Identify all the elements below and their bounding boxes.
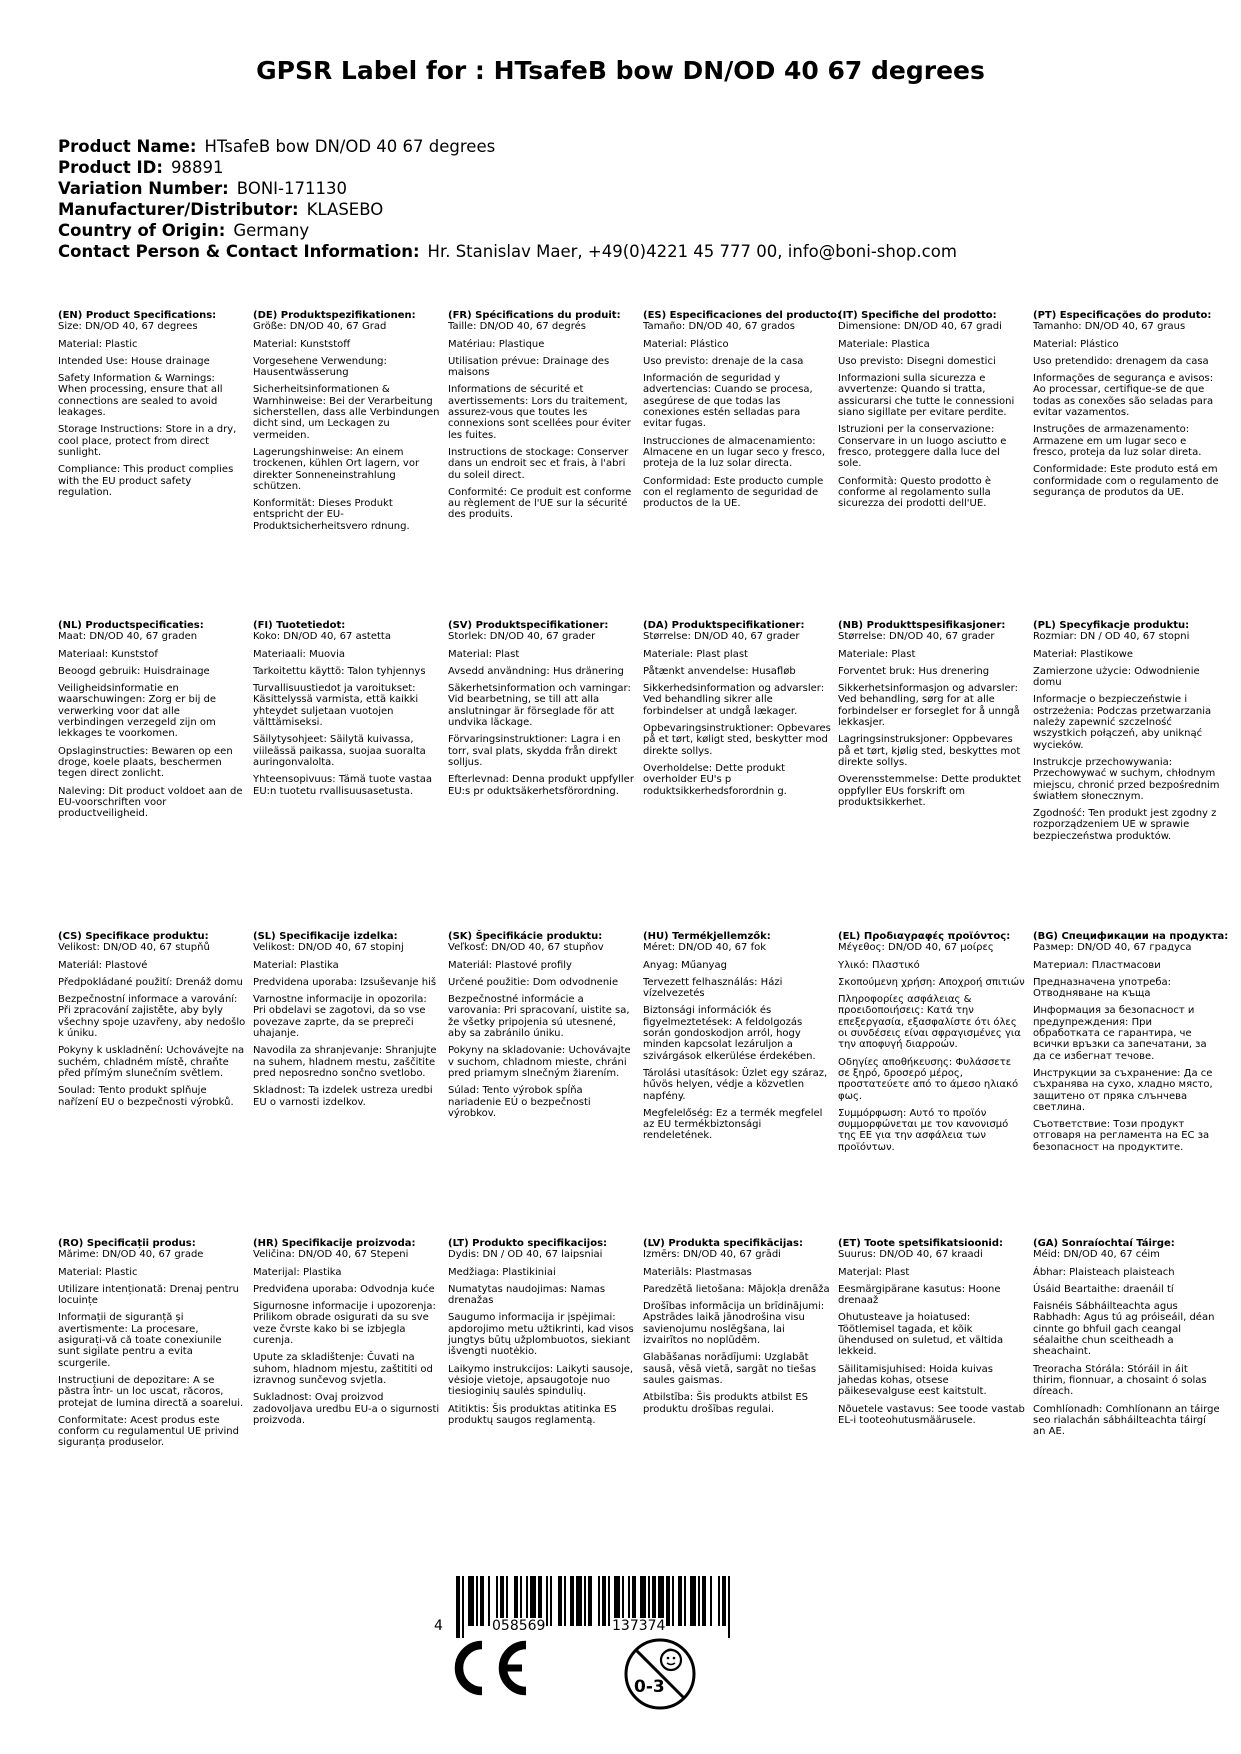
spec-item: Tervezett felhasználás: Házi vízelvezetés: [643, 976, 783, 1000]
spec-item: Съответствие: Този продукт отговаря на регламента на ЕС за безопасност на продуктите.: [1033, 1119, 1210, 1153]
spec-item: Suurus: DN/OD 40, 67 kraadi: [838, 1249, 983, 1261]
spec-block-heading: (RO) Specificații produs:: [58, 1238, 196, 1249]
spec-block: [58, 310, 246, 504]
spec-block: [253, 1238, 441, 1432]
spec-item: Navodila za shranjevanje: Shranjujte na suhem, hladnem mestu, zaščitite pred neposredno sončno svetlobo.: [253, 1045, 437, 1079]
product-id-row: [58, 157, 957, 178]
spec-item: Informações de segurança e avisos: Ao processar, certifique-se de que todas as conexões são seladas para evitar vazamentos.: [1033, 373, 1214, 419]
info-value: Germany: [233, 221, 310, 240]
spec-item: Material: Plastic: [58, 1266, 138, 1278]
spec-item: Materiał: Plastikowe: [1033, 648, 1133, 660]
spec-item: Tárolási utasítások: Üzlet egy száraz, hűvös helyen, védje a közvetlen napfény.: [643, 1067, 828, 1102]
spec-item: Zamierzone użycie: Odwodnienie domu: [1033, 665, 1200, 689]
ce-mark-icon: [446, 1638, 532, 1698]
spec-item: Glabāšanas norādījumi: Uzglabāt sausā, vēsā vietā, sargāt no tiešas saules gaismas.: [643, 1352, 817, 1386]
barcode-bar: [684, 1576, 686, 1626]
variation-number-row: [58, 178, 957, 199]
spec-block-heading: (SL) Specifikacije izdelka:: [253, 931, 398, 942]
spec-item: Opslaginstructies: Bewaren op een droge, koele plaats, beschermen tegen direct zonlicht.: [58, 745, 233, 780]
barcode-bar: [718, 1576, 720, 1626]
info-label: Variation Number:: [58, 179, 229, 198]
spec-block-heading: (NB) Produkttspesifikasjoner:: [838, 620, 1006, 631]
spec-item: Nõuetele vastavus: See toode vastab EL-i tooteohutusmäärusele.: [838, 1403, 1025, 1426]
spec-item: Forventet bruk: Hus drenering: [838, 665, 990, 677]
spec-item: Veiligheidsinformatie en waarschuwingen: Zorg er bij de verwerking voor dat alle verbindingen verzegeld zijn om lekkages te voorkomen.: [58, 683, 217, 740]
barcode-bar: [550, 1576, 552, 1626]
spec-item: Οδηγίες αποθήκευσης: Φυλάσσετε σε ξηρό, δροσερό μέρος, προστατεύετε από το άμεσο ηλιακό φως.: [838, 1056, 1019, 1102]
spec-item: Instrucțiuni de depozitare: A se păstra într- un loc uscat, răcoros, protejat de lumina directă a soarelui.: [58, 1374, 244, 1409]
barcode-bar: [456, 1576, 460, 1638]
spec-item: Avsedd användning: Hus dränering: [448, 665, 624, 677]
spec-item: Conformitate: Acest produs este conform cu regulamentul UE privind siguranța produselor.: [58, 1414, 239, 1449]
spec-block: [1033, 310, 1221, 504]
spec-item: Istruzioni per la conservazione: Conservare in un luogo asciutto e fresco, proteggere dalla luce del sole.: [838, 424, 1007, 470]
product-info: [58, 136, 957, 262]
spec-block: [253, 620, 441, 803]
barcode-bar: [570, 1576, 574, 1626]
spec-item: Conformidade: Este produto está em conformidade com o regulamento de segurança de produtos da UE.: [1033, 464, 1219, 498]
spec-block: [1033, 1238, 1221, 1443]
spec-item: Sikkerhedsinformation og advarsler: Ved behandling sikrer alle forbindelser at undgå lækager.: [643, 683, 825, 717]
spec-item: Utilizare intenționată: Drenaj pentru locuințe: [58, 1283, 239, 1307]
spec-item: Conformidad: Este producto cumple con el reglamento de seguridad de productos de la UE.: [643, 475, 824, 510]
contact-row: [58, 241, 957, 262]
barcode-bar: [678, 1576, 682, 1626]
spec-item: Πληροφορίες ασφάλειας & προειδοποιήσεις: Κατά την επεξεργασία, εξασφαλίστε ότι όλες οι συνδέσεις είναι σφραγισμένες για την αποφυγή διαρροών.: [838, 994, 1021, 1051]
age-label: 0-3: [634, 1677, 665, 1697]
spec-item: Tamanho: DN/OD 40, 67 graus: [1033, 321, 1186, 333]
spec-item: Instrukcje przechowywania: Przechowywać w suchym, chłodnym miejscu, chronić przed bezpośrednim światłem słonecznym.: [1033, 756, 1220, 802]
spec-item: Tamaño: DN/OD 40, 67 grados: [643, 321, 796, 333]
product-name-row: [58, 136, 957, 157]
spec-item: Koko: DN/OD 40, 67 astetta: [253, 631, 391, 643]
spec-item: Bezpečnostné informácie a varovania: Pri spracovaní, uistite sa, že všetky pripojenia sú utesnené, aby sa zabránilo úniku.: [448, 994, 630, 1040]
spec-item: Safety Information & Warnings: When processing, ensure that all connections are sealed to avoid leakages.: [58, 373, 223, 419]
spec-item: Méid: DN/OD 40, 67 céim: [1033, 1249, 1160, 1261]
spec-block: [58, 1238, 246, 1455]
barcode-bar: [558, 1576, 562, 1626]
spec-item: Opbevaringsinstruktioner: Opbevares på et tørt, køligt sted, beskytter mod direkte sollys.: [643, 723, 831, 757]
spec-item: Overensstemmelse: Dette produktet oppfyller EUs forskrift om produktsikkerhet.: [838, 774, 1021, 808]
spec-item: Størrelse: DN/OD 40, 67 grader: [838, 631, 995, 643]
spec-item: Medžiaga: Plastikiniai: [448, 1266, 556, 1278]
barcode-bar: [728, 1576, 730, 1638]
spec-item: Treoracha Stórála: Stóráil in áit thirim, fionnuar, a chosaint ó solas díreach.: [1033, 1363, 1207, 1398]
spec-block-heading: (CS) Specifikace produktu:: [58, 931, 209, 942]
spec-item: Υλικό: Πλαστικό: [838, 959, 920, 971]
barcode-bar: [666, 1576, 670, 1626]
spec-item: Informazioni sulla sicurezza e avvertenze: Quando si tratta, assicurarsi che tutte le connessioni siano sigillate per evitare perdite.: [838, 373, 1015, 419]
spec-item: Intended Use: House drainage: [58, 355, 210, 367]
spec-item: Ábhar: Plaisteach plaisteach: [1033, 1266, 1175, 1278]
manufacturer-row: [58, 199, 957, 220]
spec-item: Predvidena uporaba: Izsuševanje hiš: [253, 976, 437, 988]
info-label: Product Name:: [58, 137, 197, 156]
spec-block: [838, 1238, 1026, 1432]
spec-block-heading: (EN) Product Specifications:: [58, 310, 217, 321]
spec-item: Materiale: Plast plast: [643, 648, 748, 660]
spec-block: [838, 931, 1026, 1159]
spec-item: Naleving: Dit product voldoet aan de EU-voorschriften voor productveiligheid.: [58, 785, 243, 820]
spec-item: Инструкции за съхранение: Да се съхранява на сухо, хладно място, защитено от пряка слънчева светлина.: [1033, 1067, 1213, 1113]
spec-item: Laikymo instrukcijos: Laikyti sausoje, vėsioje vietoje, apsaugotoje nuo tiesioginių saulės spindulių.: [448, 1363, 634, 1398]
barcode-bar: [598, 1576, 600, 1626]
spec-item: Mărime: DN/OD 40, 67 grade: [58, 1249, 204, 1261]
spec-block-heading: (SK) Špecifikácie produktu:: [448, 931, 603, 942]
barcode-bar: [576, 1576, 582, 1626]
barcode-bar: [488, 1576, 490, 1626]
spec-block-heading: (FR) Spécifications du produit:: [448, 310, 621, 321]
info-value: HTsafeB bow DN/OD 40 67 degrees: [204, 137, 496, 156]
spec-block: [448, 620, 636, 803]
barcode-bar: [608, 1576, 610, 1626]
spec-block-heading: (SV) Produktspecifikationer:: [448, 620, 609, 631]
barcode-bar: [672, 1576, 674, 1626]
spec-item: Säkerhetsinformation och varningar: Vid bearbetning, se till att alla anslutningar är förseglade för att undvika läckage.: [448, 683, 631, 729]
info-value: Hr. Stanislav Maer, +49(0)4221 45 777 00, info@boni-shop.com: [427, 242, 957, 261]
spec-item: Méret: DN/OD 40, 67 fok: [643, 942, 767, 954]
spec-item: Dydis: DN / OD 40, 67 laipsniai: [448, 1249, 603, 1261]
spec-block: [58, 620, 246, 825]
spec-item: Material: Kunststoff: [253, 338, 351, 350]
spec-item: Материал: Пластмасови: [1033, 959, 1161, 971]
barcode-bars: [434, 1576, 746, 1638]
spec-item: Materiaali: Muovia: [253, 648, 345, 660]
spec-item: Material: Plastic: [58, 338, 138, 350]
spec-item: Veličina: DN/OD 40, 67 Stepeni: [253, 1249, 409, 1261]
spec-item: Предназначена употреба: Отводняване на къща: [1033, 976, 1172, 1000]
spec-item: Předpokládané použití: Drenáž domu: [58, 976, 243, 988]
spec-item: Instruções de armazenamento: Armazene em um lugar seco e fresco, proteja da luz solar direta.: [1033, 424, 1202, 458]
spec-item: Sicherheitsinformationen & Warnhinweise: Bei der Verarbeitung sicherstellen, dass alle Verbindungen dicht sind, um Leckagen zu vermeiden.: [253, 384, 440, 441]
spec-item: Σκοπούμενη χρήση: Αποχροή σπιτιών: [838, 976, 1025, 988]
country-of-origin-row: [58, 220, 957, 241]
spec-item: Saugumo informacija ir įspėjimai: apdorojimo metu užtikrinti, kad visos jungtys būtų užplombuotos, siekiant išvengti nuotėkio.: [448, 1312, 634, 1358]
barcode-digits-right: 137374: [612, 1618, 666, 1634]
barcode-bar: [588, 1576, 592, 1626]
spec-item: Material: Plástico: [1033, 338, 1119, 350]
barcode-bar: [476, 1576, 478, 1626]
spec-block-heading: (EL) Προδιαγραφές προϊόντος:: [838, 931, 1011, 942]
barcode-bar: [468, 1576, 474, 1626]
spec-item: Uso previsto: drenaje de la casa: [643, 355, 804, 367]
spec-item: Instrucciones de almacenamiento: Almacene en un lugar seco y fresco, proteja de la luz solar directa.: [643, 435, 826, 470]
barcode-bar: [698, 1576, 700, 1626]
spec-item: Súlad: Tento výrobok spĺňa nariadenie EÚ o bezpečnosti výrobkov.: [448, 1085, 591, 1119]
spec-item: Beoogd gebruik: Huisdrainage: [58, 665, 210, 677]
spec-item: Velikost: DN/OD 40, 67 stupňů: [58, 942, 210, 954]
spec-item: Určené použitie: Dom odvodnenie: [448, 976, 619, 988]
info-value: BONI-171130: [236, 179, 347, 198]
barcode-digit-lead: 4: [434, 1618, 443, 1634]
spec-item: Paredzētā lietošana: Mājokļa drenāža: [643, 1283, 830, 1295]
barcode-digits-left: 058569: [492, 1618, 546, 1634]
spec-item: Μέγεθος: DN/OD 40, 67 μοίρες: [838, 942, 994, 954]
spec-item: Storlek: DN/OD 40, 67 grader: [448, 631, 596, 643]
spec-item: Efterlevnad: Denna produkt uppfyller EU:s pr oduktsäkerhetsförordning.: [448, 774, 634, 797]
spec-item: Uso previsto: Disegni domestici: [838, 355, 996, 367]
spec-item: Comhlíonadh: Comhlíonann an táirge seo rialachán sábháilteachta táirgí an AE.: [1033, 1403, 1220, 1438]
spec-item: Información de seguridad y advertencias: Cuando se procesa, asegúrese de que todas las conexiones estén selladas para evitar fugas.: [643, 373, 813, 430]
spec-item: Materijal: Plastika: [253, 1266, 342, 1278]
spec-item: Upute za skladištenje: Čuvati na suhom, hladnom mjestu, zaštititi od izravnog sunčevog svjetla.: [253, 1352, 433, 1386]
spec-item: Drošības informācija un brīdinājumi: Apstrādes laikā jānodrošina visu savienojumu noslēgšana, lai izvairītos no noplūdēm.: [643, 1301, 825, 1347]
spec-item: Velikost: DN/OD 40, 67 stopinj: [253, 942, 404, 954]
spec-block: [1033, 931, 1229, 1159]
spec-block: [838, 310, 1026, 515]
spec-block-heading: (NL) Productspecificaties:: [58, 620, 204, 631]
spec-item: Material: Plast: [448, 648, 520, 660]
barcode-bar: [722, 1576, 726, 1626]
spec-item: Biztonsági információk és figyelmeztetések: A feldolgozás során gondoskodjon arról, hogy minden kapcsolat lezáruljon a szivárgások elkerülése érdekében.: [643, 1005, 816, 1062]
spec-item: Размер: DN/OD 40, 67 градуса: [1033, 942, 1192, 954]
spec-item: Sigurnosne informacije i upozorenja: Prilikom obrade osigurati da su sve veze čvrste kako bi se izbjegla curenja.: [253, 1301, 436, 1347]
info-label: Contact Person & Contact Information:: [58, 242, 420, 261]
barcode-bar: [546, 1576, 548, 1626]
spec-item: Materjal: Plast: [838, 1266, 910, 1278]
spec-block: [838, 620, 1026, 814]
spec-item: Numatytas naudojimas: Namas drenažas: [448, 1283, 606, 1307]
spec-block-heading: (BG) Спецификации на продукта:: [1033, 931, 1229, 942]
barcode-bar: [462, 1576, 464, 1638]
spec-item: Uso pretendido: drenagem da casa: [1033, 355, 1209, 367]
spec-block: [253, 310, 441, 538]
spec-item: Säilitamisjuhised: Hoida kuivas jahedas kohas, otsese päikesevalguse eest kaitstult.: [838, 1363, 994, 1398]
spec-item: Atitiktis: Šis produktas atitinka ES produktų saugos reglamentą.: [448, 1403, 617, 1426]
spec-item: Zgodność: Ten produkt jest zgodny z rozporządzeniem UE w sprawie bezpieczeństwa produktów.: [1033, 808, 1217, 842]
info-label: Product ID:: [58, 158, 163, 177]
spec-block-heading: (PT) Especificações do produto:: [1033, 310, 1212, 321]
spec-block: [253, 931, 441, 1114]
spec-item: Megfelelőség: Ez a termék megfelel az EU termékbiztonsági rendeletének.: [643, 1107, 823, 1142]
spec-item: Lagringsinstruksjoner: Oppbevares på et tørt, kjølig sted, beskyttes mot direkte sollys.: [838, 734, 1021, 768]
spec-item: Conformité: Ce produit est conforme au règlement de l'UE sur la sécurité des produits.: [448, 486, 632, 521]
page-title: GPSR Label for : HTsafeB bow DN/OD 40 67 degrees: [256, 56, 985, 85]
spec-item: Úsáid Beartaithe: draenáil tí: [1033, 1283, 1174, 1295]
spec-item: Taille: DN/OD 40, 67 degrés: [448, 321, 587, 333]
spec-item: Informations de sécurité et avertissements: Lors du traitement, assurez-vous que toutes les connexions sont scellées pour éviter les fuites.: [448, 384, 631, 441]
spec-item: Varnostne informacije in opozorila: Pri obdelavi se zagotovi, da so vse povezave zaprte, da se prepreči uhajanje.: [253, 994, 427, 1040]
spec-item: Materiale: Plastica: [838, 338, 930, 350]
barcode-bar: [564, 1576, 566, 1626]
spec-block: [643, 620, 831, 803]
barcode-bar: [690, 1576, 696, 1626]
spec-item: Rozmiar: DN / OD 40, 67 stopni: [1033, 631, 1190, 643]
spec-item: Tarkoitettu käyttö: Talon tyhjennys: [253, 665, 426, 677]
spec-block-heading: (DA) Produktspecifikationer:: [643, 620, 805, 631]
spec-item: Dimensione: DN/OD 40, 67 gradi: [838, 321, 1002, 333]
spec-item: Faisnéis Sábháilteachta agus Rabhadh: Agus tú ag próiseáil, déan cinnte go bhfuil gach ceangal séalaithe chun sceitheadh a sheachaint.: [1033, 1301, 1215, 1358]
age-warning: [622, 1636, 698, 1716]
spec-block-heading: (LV) Produkta specifikācijas:: [643, 1238, 803, 1249]
spec-item: Veľkosť: DN/OD 40, 67 stupňov: [448, 942, 604, 954]
barcode-bar: [710, 1576, 712, 1626]
no-children-under-3-icon: [622, 1636, 698, 1712]
spec-item: Materiāls: Plastmasas: [643, 1266, 752, 1278]
spec-item: Utilisation prévue: Drainage des maisons: [448, 355, 610, 379]
spec-item: Συμμόρφωση: Αυτό το προϊόν συμμορφώνεται με τον κανονισμό της ΕΕ για την ασφάλεια των προϊόντων.: [838, 1107, 1009, 1153]
spec-block: [58, 931, 246, 1114]
spec-block-heading: (FI) Tuotetiedot:: [253, 620, 346, 631]
spec-item: Maat: DN/OD 40, 67 graden: [58, 631, 198, 643]
spec-item: Instructions de stockage: Conserver dans un endroit sec et frais, à l'abri du soleil direct.: [448, 446, 629, 481]
spec-item: Sukladnost: Ovaj proizvod zadovoljava uredbu EU-a o sigurnosti proizvoda.: [253, 1392, 440, 1426]
spec-item: Yhteensopivuus: Tämä tuote vastaa EU:n tuotetu rvallisuusasetusta.: [253, 774, 432, 797]
spec-block: [1033, 620, 1221, 848]
spec-item: Materiál: Plastové: [58, 959, 148, 971]
info-value: 98891: [170, 158, 224, 177]
spec-item: Eesmärgipärane kasutus: Hoone drenaaž: [838, 1283, 1001, 1307]
spec-block-heading: (HU) Termékjellemzők:: [643, 931, 771, 942]
info-label: Manufacturer/Distributor:: [58, 200, 299, 219]
spec-block-heading: (ET) Toote spetsifikatsioonid:: [838, 1238, 1004, 1249]
spec-block-heading: (PL) Specyfikacje produktu:: [1033, 620, 1190, 631]
barcode-bar: [602, 1576, 606, 1626]
info-label: Country of Origin:: [58, 221, 226, 240]
spec-item: Size: DN/OD 40, 67 degrees: [58, 321, 198, 333]
barcode-bar: [480, 1576, 484, 1626]
spec-block-heading: (LT) Produkto specifikacijos:: [448, 1238, 608, 1249]
spec-item: Material: Plastika: [253, 959, 339, 971]
barcode-bar: [584, 1576, 586, 1626]
spec-item: Materiale: Plast: [838, 648, 916, 660]
spec-block: [448, 310, 636, 527]
barcode-bar: [702, 1576, 706, 1626]
spec-item: Säilytysohjeet: Säilytä kuivassa, viileässä paikassa, suojaa suoralta auringonvalolta.: [253, 734, 426, 768]
ce-mark: [446, 1638, 532, 1702]
spec-block: [643, 931, 831, 1148]
spec-item: Sikkerhetsinformasjon og advarsler: Ved behandling, sørg for at alle forbindelser er forseglet for å unngå lekkasjer.: [838, 683, 1020, 729]
spec-block-heading: (ES) Especificaciones del producto:: [643, 310, 842, 321]
spec-item: Vorgesehene Verwendung: Hausentwässerung: [253, 355, 387, 379]
spec-item: Turvallisuustiedot ja varoitukset: Käsittelyssä varmista, että kaikki yhteydet suljetaan vuotojen välttämiseksi.: [253, 683, 419, 729]
spec-block: [448, 1238, 636, 1432]
spec-item: Größe: DN/OD 40, 67 Grad: [253, 321, 387, 333]
spec-item: Materiál: Plastové profily: [448, 959, 572, 971]
spec-item: Skladnost: Ta izdelek ustreza uredbi EU o varnosti izdelkov.: [253, 1085, 433, 1108]
spec-item: Predviđena uporaba: Odvodnja kuće: [253, 1283, 435, 1295]
spec-item: Bezpečnostní informace a varování: Při zpracování zajistěte, aby byly všechny spoje uzavřeny, aby nedošlo k úniku.: [58, 994, 246, 1040]
info-value: KLASEBO: [306, 200, 384, 219]
spec-item: Matériau: Plastique: [448, 338, 545, 350]
spec-block-heading: (DE) Produktspezifikationen:: [253, 310, 416, 321]
spec-item: Lagerungshinweise: An einem trockenen, kühlen Ort lagern, vor direkter Sonneneinstrahlung schützen.: [253, 446, 420, 492]
spec-item: Informații de siguranță și avertismente: La procesare, asigurați-vă că toate conexiunile sunt sigilate pentru a evita scurgerile.: [58, 1312, 222, 1369]
spec-item: Conformità: Questo prodotto è conforme al regolamento sulla sicurezza dei prodotti dell'UE.: [838, 475, 992, 510]
spec-item: Atbilstība: Šis produkts atbilst ES produktu drošības regulai.: [643, 1392, 809, 1415]
spec-item: Material: Plástico: [643, 338, 729, 350]
spec-item: Pokyny na skladovanie: Uchovávajte v suchom, chladnom mieste, chráni pred priamym slnečným žiarením.: [448, 1045, 631, 1079]
spec-block: [448, 931, 636, 1125]
spec-item: Anyag: Műanyag: [643, 959, 727, 971]
spec-block-heading: (IT) Specifiche del prodotto:: [838, 310, 997, 321]
spec-item: Størrelse: DN/OD 40, 67 grader: [643, 631, 800, 643]
spec-item: Compliance: This product complies with the EU product safety regulation.: [58, 464, 234, 498]
spec-item: Förvaringsinstruktioner: Lagra i en torr, sval plats, skydda från direkt solljus.: [448, 734, 621, 768]
spec-item: Konformität: Dieses Produkt entspricht der EU-Produktsicherheitsvero rdnung.: [253, 498, 410, 532]
spec-block: [643, 1238, 831, 1421]
spec-item: Overholdelse: Dette produkt overholder EU's p roduktsikkerhedsforordnin g.: [643, 762, 787, 797]
spec-block-heading: (GA) Sonraíochtaí Táirge:: [1033, 1238, 1175, 1249]
spec-item: Pokyny k uskladnění: Uchovávejte na suchém, chladném místě, chraňte před přímým slunečním světlem.: [58, 1045, 245, 1079]
spec-item: Materiaal: Kunststof: [58, 648, 158, 660]
spec-item: Ohutusteave ja hoiatused: Töötlemisel tagada, et kõik ühendused on suletud, et vältida lekkeid.: [838, 1312, 1004, 1358]
spec-block-heading: (HR) Specifikacije proizvoda:: [253, 1238, 416, 1249]
spec-item: Soulad: Tento produkt splňuje nařízení EU o bezpečnosti výrobků.: [58, 1085, 234, 1108]
spec-block: [643, 310, 842, 515]
spec-item: Påtænkt anvendelse: Husafløb: [643, 665, 796, 677]
spec-item: Информация за безопасност и предупреждения: При обработката се гарантира, че всички връзки са запечатани, за да се избегнат течове.: [1033, 1005, 1207, 1062]
spec-item: Storage Instructions: Store in a dry, cool place, protect from direct sunlight.: [58, 424, 237, 458]
spec-item: Informacje o bezpieczeństwie i ostrzeżenia: Podczas przetwarzania należy zapewnić szczelność wszystkich połączeń, aby uniknąć wycieków.: [1033, 694, 1212, 751]
spec-item: Izmērs: DN/OD 40, 67 grādi: [643, 1249, 781, 1261]
